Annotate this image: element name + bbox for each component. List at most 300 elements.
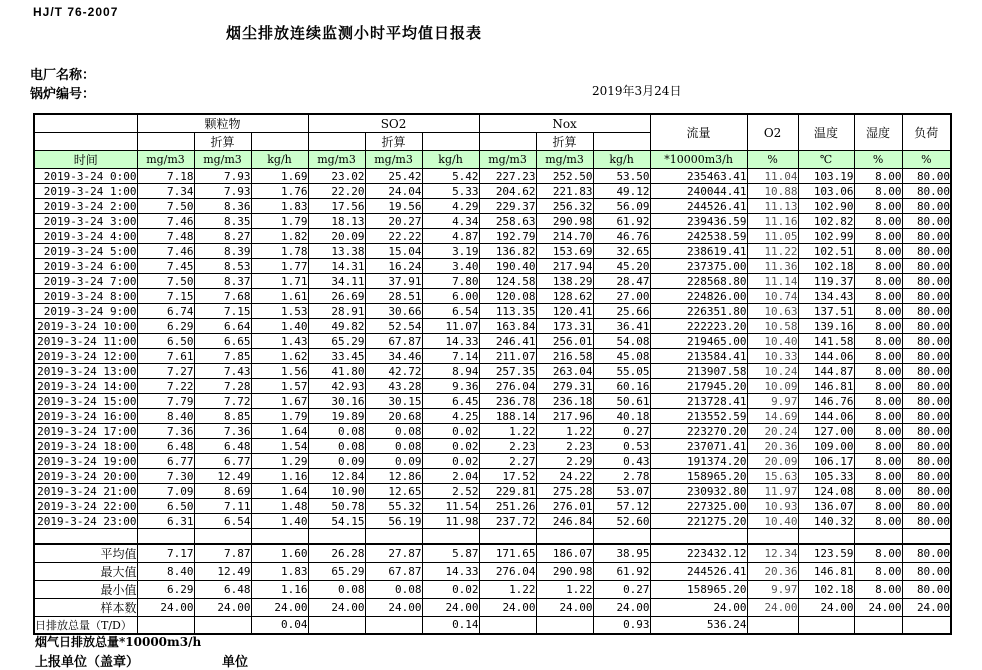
header-humidity: 湿度	[854, 114, 902, 151]
value-cell: 276.04	[479, 562, 536, 580]
value-cell: 6.77	[194, 454, 251, 469]
value-cell: 224826.00	[650, 289, 747, 304]
value-cell: 49.82	[308, 319, 365, 334]
value-cell: 113.35	[479, 304, 536, 319]
value-cell: 24.00	[798, 598, 854, 616]
value-cell: 138.29	[536, 274, 593, 289]
time-cell: 2019-3-24 7:00	[34, 274, 137, 289]
data-row	[34, 499, 951, 514]
value-cell: 9.97	[747, 394, 798, 409]
value-cell: 7.43	[194, 364, 251, 379]
value-cell: 7.93	[194, 169, 251, 184]
value-cell: 0.08	[308, 580, 365, 598]
value-cell: 8.00	[854, 469, 902, 484]
value-cell: 102.99	[798, 229, 854, 244]
value-cell: 37.91	[365, 274, 422, 289]
unit-cell: mg/m3	[308, 151, 365, 169]
value-cell: 10.63	[747, 304, 798, 319]
data-row	[34, 199, 951, 214]
value-cell: 24.00	[251, 598, 308, 616]
value-cell: 80.00	[902, 349, 951, 364]
value-cell: 80.00	[902, 184, 951, 199]
value-cell: 230932.80	[650, 484, 747, 499]
value-cell: 80.00	[902, 304, 951, 319]
value-cell: 6.54	[194, 514, 251, 529]
value-cell: 6.50	[137, 499, 194, 514]
value-cell: 2.52	[422, 484, 479, 499]
value-cell: 8.00	[854, 349, 902, 364]
value-cell: 221.83	[536, 184, 593, 199]
value-cell: 20.36	[747, 562, 798, 580]
value-cell: 0.08	[365, 424, 422, 439]
value-cell: 12.34	[747, 544, 798, 563]
value-cell: 14.69	[747, 409, 798, 424]
value-cell: 53.50	[593, 169, 650, 184]
value-cell: 67.87	[365, 334, 422, 349]
value-cell: 80.00	[902, 394, 951, 409]
value-cell: 242538.59	[650, 229, 747, 244]
value-cell: 244526.41	[650, 199, 747, 214]
value-cell: 1.40	[251, 514, 308, 529]
value-cell: 236.78	[479, 394, 536, 409]
data-row	[34, 289, 951, 304]
value-cell: 19.56	[365, 199, 422, 214]
value-cell: 80.00	[902, 499, 951, 514]
subheader-pm-converted: 折算	[194, 133, 251, 151]
value-cell: 1.79	[251, 409, 308, 424]
value-cell: 80.00	[902, 454, 951, 469]
value-cell: 45.20	[593, 259, 650, 274]
value-cell: 24.00	[479, 598, 536, 616]
value-cell: 5.33	[422, 184, 479, 199]
value-cell: 0.08	[365, 439, 422, 454]
value-cell: 188.14	[479, 409, 536, 424]
value-cell: 7.46	[137, 244, 194, 259]
time-cell: 2019-3-24 6:00	[34, 259, 137, 274]
value-cell: 214.70	[536, 229, 593, 244]
unit-cell: kg/h	[593, 151, 650, 169]
value-cell: 7.50	[137, 199, 194, 214]
value-cell: 6.54	[422, 304, 479, 319]
value-cell: 8.00	[854, 394, 902, 409]
value-cell: 7.50	[137, 274, 194, 289]
value-cell: 26.28	[308, 544, 365, 563]
value-cell: 10.09	[747, 379, 798, 394]
value-cell: 137.51	[798, 304, 854, 319]
value-cell: 10.24	[747, 364, 798, 379]
value-cell: 7.15	[194, 304, 251, 319]
value-cell: 144.87	[798, 364, 854, 379]
data-row	[34, 364, 951, 379]
value-cell: 8.00	[854, 379, 902, 394]
value-cell: 80.00	[902, 424, 951, 439]
value-cell: 190.40	[479, 259, 536, 274]
value-cell: 228568.80	[650, 274, 747, 289]
summary-row	[34, 562, 951, 580]
value-cell: 1.64	[251, 424, 308, 439]
value-cell: 8.27	[194, 229, 251, 244]
value-cell: 1.22	[479, 424, 536, 439]
value-cell: 173.31	[536, 319, 593, 334]
value-cell: 8.00	[854, 439, 902, 454]
value-cell: 7.61	[137, 349, 194, 364]
data-row	[34, 439, 951, 454]
value-cell: 1.57	[251, 379, 308, 394]
value-cell: 1.53	[251, 304, 308, 319]
time-header-cell: 时间	[34, 151, 137, 169]
value-cell: 80.00	[902, 439, 951, 454]
value-cell: 49.12	[593, 184, 650, 199]
value-cell: 30.66	[365, 304, 422, 319]
value-cell: 24.00	[194, 598, 251, 616]
value-cell: 2.78	[593, 469, 650, 484]
time-cell: 2019-3-24 9:00	[34, 304, 137, 319]
value-cell: 24.00	[902, 598, 951, 616]
value-cell: 103.19	[798, 169, 854, 184]
value-cell: 246.84	[536, 514, 593, 529]
value-cell: 8.40	[137, 409, 194, 424]
value-cell: 23.02	[308, 169, 365, 184]
value-cell: 7.28	[194, 379, 251, 394]
value-cell: 7.80	[422, 274, 479, 289]
data-row	[34, 409, 951, 424]
value-cell: 8.00	[854, 244, 902, 259]
value-cell: 22.22	[365, 229, 422, 244]
value-cell: 0.93	[593, 616, 650, 634]
value-cell: 17.56	[308, 199, 365, 214]
value-cell: 226351.80	[650, 304, 747, 319]
value-cell: 276.04	[479, 379, 536, 394]
value-cell: 25.42	[365, 169, 422, 184]
value-cell: 0.08	[365, 580, 422, 598]
group-header-so2: SO2	[308, 114, 479, 133]
value-cell	[137, 616, 194, 634]
value-cell: 1.22	[536, 424, 593, 439]
value-cell: 7.93	[194, 184, 251, 199]
value-cell: 1.56	[251, 364, 308, 379]
data-row	[34, 319, 951, 334]
value-cell: 8.00	[854, 409, 902, 424]
value-cell: 34.46	[365, 349, 422, 364]
value-cell: 1.79	[251, 214, 308, 229]
value-cell: 24.22	[536, 469, 593, 484]
value-cell: 102.18	[798, 259, 854, 274]
value-cell: 6.48	[194, 439, 251, 454]
value-cell: 256.32	[536, 199, 593, 214]
value-cell: 5.42	[422, 169, 479, 184]
value-cell: 30.16	[308, 394, 365, 409]
data-row	[34, 469, 951, 484]
value-cell: 216.58	[536, 349, 593, 364]
value-cell: 2.04	[422, 469, 479, 484]
value-cell: 1.16	[251, 580, 308, 598]
value-cell: 8.53	[194, 259, 251, 274]
value-cell: 28.91	[308, 304, 365, 319]
value-cell: 80.00	[902, 409, 951, 424]
value-cell: 219465.00	[650, 334, 747, 349]
value-cell: 20.09	[747, 454, 798, 469]
value-cell: 80.00	[902, 199, 951, 214]
value-cell: 11.36	[747, 259, 798, 274]
value-cell: 1.48	[251, 499, 308, 514]
value-cell: 57.12	[593, 499, 650, 514]
data-row	[34, 229, 951, 244]
value-cell: 20.27	[365, 214, 422, 229]
value-cell: 7.48	[137, 229, 194, 244]
value-cell: 171.65	[479, 544, 536, 563]
empty-cell	[479, 529, 536, 544]
value-cell: 0.27	[593, 580, 650, 598]
value-cell: 26.69	[308, 289, 365, 304]
value-cell: 80.00	[902, 379, 951, 394]
value-cell: 279.31	[536, 379, 593, 394]
time-cell: 2019-3-24 23:00	[34, 514, 137, 529]
time-cell: 2019-3-24 19:00	[34, 454, 137, 469]
value-cell: 4.34	[422, 214, 479, 229]
empty-cell	[536, 529, 593, 544]
value-cell: 14.33	[422, 562, 479, 580]
value-cell: 8.35	[194, 214, 251, 229]
value-cell: 7.79	[137, 394, 194, 409]
empty-cell	[308, 529, 365, 544]
value-cell: 0.08	[308, 424, 365, 439]
value-cell: 55.05	[593, 364, 650, 379]
time-cell: 2019-3-24 18:00	[34, 439, 137, 454]
value-cell: 1.61	[251, 289, 308, 304]
value-cell: 0.02	[422, 424, 479, 439]
table-body	[34, 169, 951, 634]
value-cell: 4.25	[422, 409, 479, 424]
value-cell: 217945.20	[650, 379, 747, 394]
value-cell: 56.09	[593, 199, 650, 214]
summary-row	[34, 598, 951, 616]
value-cell: 139.16	[798, 319, 854, 334]
value-cell: 251.26	[479, 499, 536, 514]
value-cell: 10.74	[747, 289, 798, 304]
value-cell: 12.65	[365, 484, 422, 499]
value-cell: 36.41	[593, 319, 650, 334]
value-cell: 53.07	[593, 484, 650, 499]
value-cell: 102.90	[798, 199, 854, 214]
data-row	[34, 514, 951, 529]
value-cell: 213552.59	[650, 409, 747, 424]
header-o2: O2	[747, 114, 798, 151]
value-cell: 1.77	[251, 259, 308, 274]
value-cell: 7.46	[137, 214, 194, 229]
report-title: 烟尘排放连续监测小时平均值日报表	[226, 24, 483, 42]
value-cell: 222223.20	[650, 319, 747, 334]
unit-cell: ℃	[798, 151, 854, 169]
value-cell: 25.66	[593, 304, 650, 319]
value-cell: 45.08	[593, 349, 650, 364]
value-cell: 238619.41	[650, 244, 747, 259]
subheader-nox-converted: 折算	[536, 133, 593, 151]
value-cell: 217.94	[536, 259, 593, 274]
value-cell: 8.00	[854, 289, 902, 304]
value-cell: 246.41	[479, 334, 536, 349]
value-cell: 2.27	[479, 454, 536, 469]
time-cell: 2019-3-24 22:00	[34, 499, 137, 514]
value-cell: 6.00	[422, 289, 479, 304]
value-cell: 80.00	[902, 544, 951, 563]
value-cell: 221275.20	[650, 514, 747, 529]
unit-cell: %	[854, 151, 902, 169]
value-cell: 102.18	[798, 580, 854, 598]
empty-cell	[747, 529, 798, 544]
value-cell: 0.53	[593, 439, 650, 454]
boiler-id-label: 锅炉编号：	[30, 87, 96, 102]
time-cell: 2019-3-24 4:00	[34, 229, 137, 244]
header-row-groups	[34, 114, 951, 133]
value-cell: 257.35	[479, 364, 536, 379]
value-cell: 536.24	[650, 616, 747, 634]
time-cell: 2019-3-24 17:00	[34, 424, 137, 439]
unit-cell: *10000m3/h	[650, 151, 747, 169]
value-cell: 80.00	[902, 562, 951, 580]
value-cell: 20.68	[365, 409, 422, 424]
value-cell: 28.47	[593, 274, 650, 289]
monitoring-table	[33, 113, 952, 635]
value-cell: 10.33	[747, 349, 798, 364]
value-cell: 244526.41	[650, 562, 747, 580]
time-cell: 2019-3-24 3:00	[34, 214, 137, 229]
value-cell: 12.84	[308, 469, 365, 484]
value-cell: 24.00	[137, 598, 194, 616]
value-cell: 8.00	[854, 499, 902, 514]
value-cell: 8.00	[854, 562, 902, 580]
value-cell: 258.63	[479, 214, 536, 229]
value-cell: 6.64	[194, 319, 251, 334]
value-cell: 144.06	[798, 409, 854, 424]
value-cell: 8.00	[854, 184, 902, 199]
time-corner-cell-2	[34, 133, 137, 151]
value-cell	[798, 616, 854, 634]
unit-cell: mg/m3	[365, 151, 422, 169]
value-cell: 27.87	[365, 544, 422, 563]
value-cell: 229.81	[479, 484, 536, 499]
table-header	[34, 114, 951, 169]
value-cell: 42.72	[365, 364, 422, 379]
value-cell: 124.08	[798, 484, 854, 499]
value-cell: 6.29	[137, 580, 194, 598]
data-row	[34, 244, 951, 259]
value-cell: 8.94	[422, 364, 479, 379]
value-cell: 0.04	[251, 616, 308, 634]
value-cell: 8.69	[194, 484, 251, 499]
value-cell: 136.07	[798, 499, 854, 514]
value-cell: 136.82	[479, 244, 536, 259]
value-cell: 146.81	[798, 379, 854, 394]
unit-cell: mg/m3	[536, 151, 593, 169]
time-cell: 2019-3-24 20:00	[34, 469, 137, 484]
header-temperature: 温度	[798, 114, 854, 151]
value-cell: 103.06	[798, 184, 854, 199]
value-cell: 1.69	[251, 169, 308, 184]
value-cell: 227325.00	[650, 499, 747, 514]
time-cell: 2019-3-24 10:00	[34, 319, 137, 334]
value-cell: 4.29	[422, 199, 479, 214]
empty-cell	[593, 529, 650, 544]
data-row	[34, 304, 951, 319]
value-cell: 1.78	[251, 244, 308, 259]
value-cell: 163.84	[479, 319, 536, 334]
value-cell: 240044.41	[650, 184, 747, 199]
value-cell: 290.98	[536, 562, 593, 580]
value-cell: 213907.58	[650, 364, 747, 379]
time-cell: 2019-3-24 21:00	[34, 484, 137, 499]
separator-row	[34, 529, 951, 544]
value-cell: 7.15	[137, 289, 194, 304]
value-cell: 80.00	[902, 580, 951, 598]
plant-name-label: 电厂名称：	[30, 68, 96, 83]
unit-cell: %	[747, 151, 798, 169]
summary-label: 平均值	[34, 544, 137, 563]
value-cell: 6.50	[137, 334, 194, 349]
value-cell: 8.00	[854, 454, 902, 469]
value-cell: 105.33	[798, 469, 854, 484]
value-cell: 7.34	[137, 184, 194, 199]
value-cell: 4.87	[422, 229, 479, 244]
value-cell: 56.19	[365, 514, 422, 529]
value-cell: 236.18	[536, 394, 593, 409]
value-cell: 8.00	[854, 259, 902, 274]
value-cell: 80.00	[902, 259, 951, 274]
data-row	[34, 169, 951, 184]
value-cell: 204.62	[479, 184, 536, 199]
data-row	[34, 259, 951, 274]
value-cell: 11.97	[747, 484, 798, 499]
time-cell: 2019-3-24 13:00	[34, 364, 137, 379]
value-cell: 217.96	[536, 409, 593, 424]
value-cell: 10.93	[747, 499, 798, 514]
value-cell: 1.83	[251, 199, 308, 214]
value-cell: 7.87	[194, 544, 251, 563]
value-cell: 80.00	[902, 244, 951, 259]
empty-cell	[194, 529, 251, 544]
empty-cell	[137, 529, 194, 544]
value-cell: 20.36	[747, 439, 798, 454]
value-cell: 8.40	[137, 562, 194, 580]
value-cell: 11.04	[747, 169, 798, 184]
value-cell: 223270.20	[650, 424, 747, 439]
value-cell: 7.45	[137, 259, 194, 274]
value-cell: 19.89	[308, 409, 365, 424]
value-cell: 60.16	[593, 379, 650, 394]
value-cell: 9.36	[422, 379, 479, 394]
value-cell: 134.43	[798, 289, 854, 304]
value-cell: 80.00	[902, 274, 951, 289]
value-cell: 0.02	[422, 439, 479, 454]
value-cell: 119.37	[798, 274, 854, 289]
value-cell: 213584.41	[650, 349, 747, 364]
unit-cell: mg/m3	[194, 151, 251, 169]
data-row	[34, 214, 951, 229]
group-header-nox: Nox	[479, 114, 650, 133]
value-cell: 252.50	[536, 169, 593, 184]
value-cell: 54.08	[593, 334, 650, 349]
value-cell: 16.24	[365, 259, 422, 274]
value-cell: 256.01	[536, 334, 593, 349]
value-cell	[365, 616, 422, 634]
summary-row	[34, 544, 951, 563]
value-cell: 12.49	[194, 469, 251, 484]
value-cell: 7.14	[422, 349, 479, 364]
value-cell: 140.32	[798, 514, 854, 529]
value-cell: 0.08	[308, 439, 365, 454]
value-cell: 32.65	[593, 244, 650, 259]
unit-cell: %	[902, 151, 951, 169]
header-flow: 流量	[650, 114, 747, 151]
